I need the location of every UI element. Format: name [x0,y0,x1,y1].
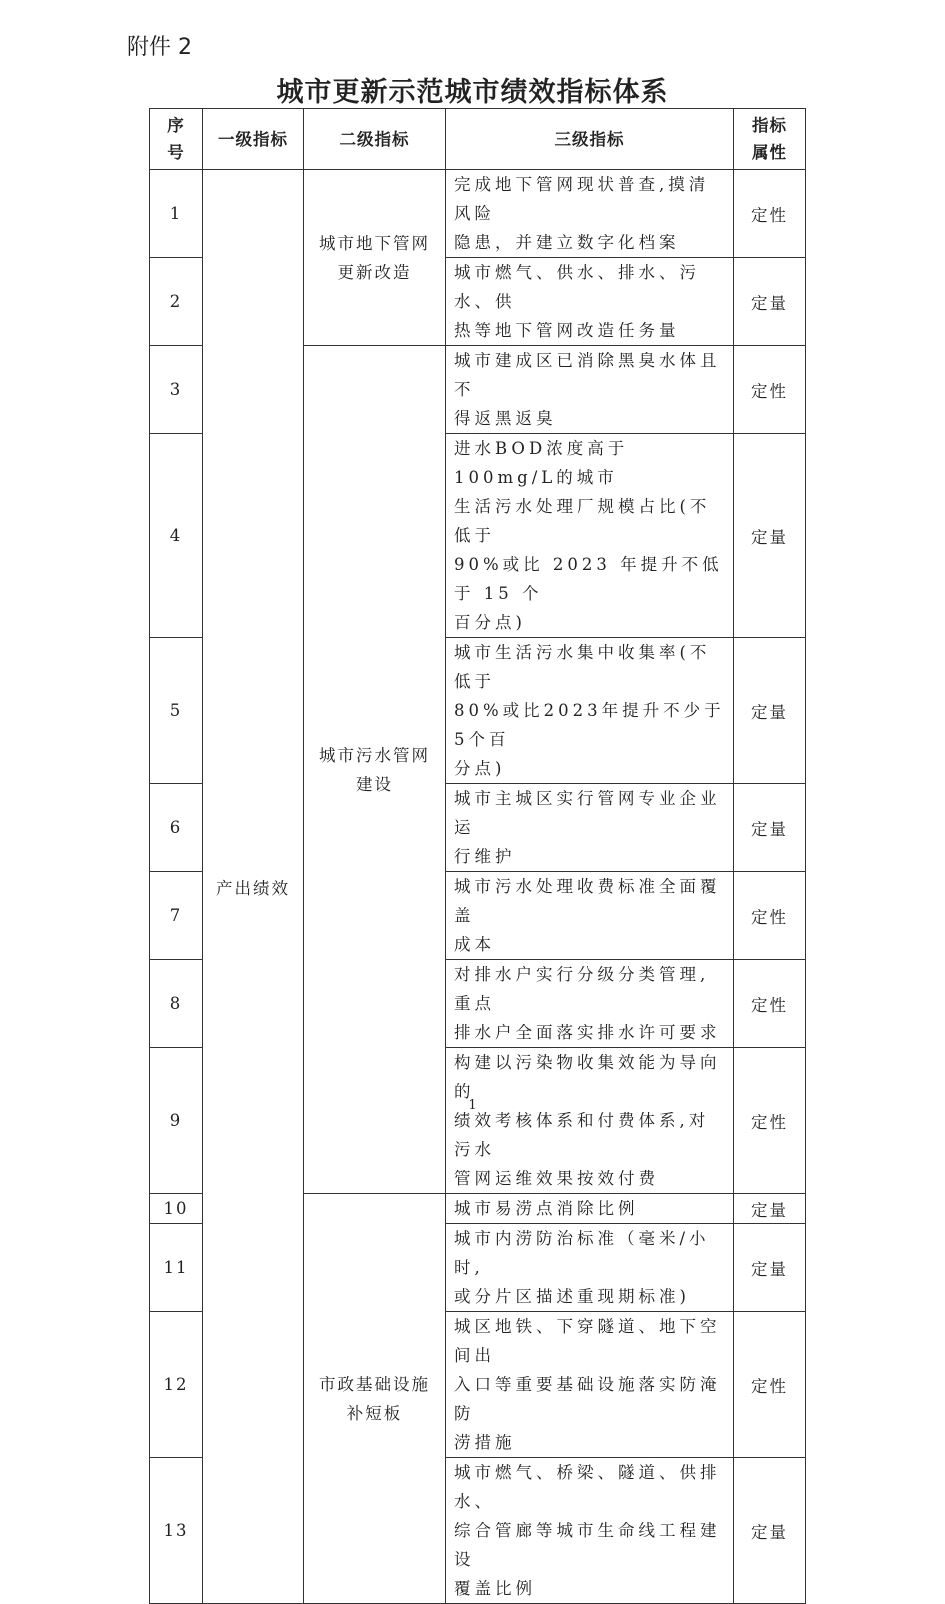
level3-indicator: 城市燃气、供水、排水、污水、供 热等地下管网改造任务量 [446,258,734,346]
row-number: 8 [150,960,203,1048]
level3-indicator: 城市易涝点消除比例 [446,1194,734,1224]
indicator-attribute: 定量 [734,434,806,638]
page-number: 1 [468,1098,477,1113]
level3-indicator: 城市燃气、桥梁、隧道、供排水、 综合管廊等城市生命线工程建设 覆盖比例 [446,1458,734,1604]
row-number: 10 [150,1194,203,1224]
level2-indicator: 城市地下管网 更新改造 [304,170,446,346]
level3-indicator: 城区地铁、下穿隧道、地下空间出 入口等重要基础设施落实防淹防 涝措施 [446,1312,734,1458]
indicator-attribute: 定性 [734,960,806,1048]
level3-indicator: 对排水户实行分级分类管理,重点 排水户全面落实排水许可要求 [446,960,734,1048]
indicator-attribute: 定性 [734,170,806,258]
row-number: 11 [150,1224,203,1312]
level3-indicator: 构建以污染物收集效能为导向的 绩效考核体系和付费体系,对污水 管网运维效果按效付费 [446,1048,734,1194]
level3-indicator: 城市内涝防治标准（毫米/小时, 或分片区描述重现期标准) [446,1224,734,1312]
indicator-attribute: 定量 [734,1224,806,1312]
indicator-attribute: 定量 [734,1458,806,1604]
row-number: 13 [150,1458,203,1604]
indicator-attribute: 定量 [734,1194,806,1224]
level2-indicator: 城市污水管网 建设 [304,346,446,1194]
indicator-attribute: 定性 [734,346,806,434]
row-number: 2 [150,258,203,346]
row-number: 3 [150,346,203,434]
indicator-attribute: 定性 [734,872,806,960]
row-number: 4 [150,434,203,638]
level3-indicator: 城市主城区实行管网专业企业运 行维护 [446,784,734,872]
attachment-label: 附件 2 [127,35,192,60]
indicator-attribute: 定量 [734,638,806,784]
indicator-attribute: 定性 [734,1048,806,1194]
table-header-row [150,109,806,170]
level3-indicator: 进水BOD浓度高于100mg/L的城市 生活污水处理厂规模占比(不低于 90%或比 2023 年提升不低于 15 个 百分点) [446,434,734,638]
indicator-attribute: 定性 [734,1312,806,1458]
header-level1: 一级指标 [203,109,304,170]
row-number: 12 [150,1312,203,1458]
header-attr: 指标 属性 [734,109,806,170]
row-number: 9 [150,1048,203,1194]
row-number: 6 [150,784,203,872]
level2-indicator: 市政基础设施 补短板 [304,1194,446,1604]
header-no: 序 号 [150,109,203,170]
document-title: 城市更新示范城市绩效指标体系 [276,77,669,108]
indicator-attribute: 定量 [734,784,806,872]
row-number: 7 [150,872,203,960]
indicator-table [149,108,806,1604]
header-level2: 二级指标 [304,109,446,170]
level1-indicator: 产出绩效 [203,170,304,1604]
indicator-attribute: 定量 [734,258,806,346]
level3-indicator: 完成地下管网现状普查,摸清风险 隐患，并建立数字化档案 [446,170,734,258]
table-row [150,170,806,258]
level3-indicator: 城市建成区已消除黑臭水体且不 得返黑返臭 [446,346,734,434]
header-level3: 三级指标 [446,109,734,170]
row-number: 5 [150,638,203,784]
level3-indicator: 城市生活污水集中收集率(不低于 80%或比2023年提升不少于5个百 分点) [446,638,734,784]
row-number: 1 [150,170,203,258]
level3-indicator: 城市污水处理收费标准全面覆盖 成本 [446,872,734,960]
